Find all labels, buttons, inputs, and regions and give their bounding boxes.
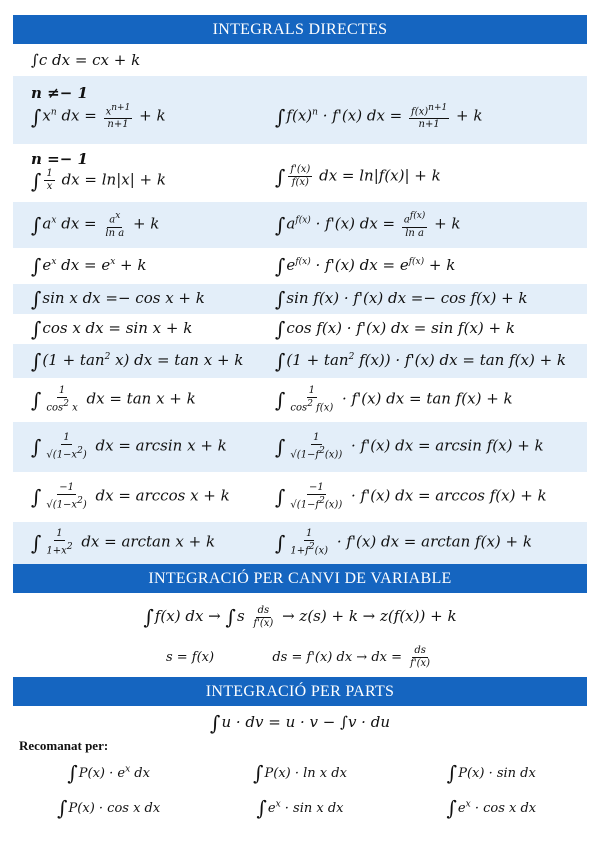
substitution-s: s = f(x) (165, 650, 215, 665)
formula-exp-a-left: $\int a^x$ dx = $\frac{a^x}{\text{ln a}}$ + k (31, 211, 160, 239)
formula-substitution: ∫f(x) dx → ∫s $\frac{ds}{f'(x)}$ → z(s) + k → z(f(x)) + k (143, 604, 457, 629)
formula-sin-left: ∫sin x dx =− cos x + k (31, 287, 205, 311)
formula-tan-cos2-left: ∫ $\frac{1}{\cos^2 x}$ dx = tan x + k (31, 385, 196, 414)
formula-exp-e-left: $\int e^x$ dx = $e^x + k$ (31, 254, 147, 278)
formula-tan-sec-right: $\int(1 + \tan^2 f(x)) \cdot f'(x)$ dx = tan f(x) + k (275, 349, 567, 373)
parts-case-ecos: $\int e^x \cdot \cos x$ dx (446, 796, 537, 820)
formula-power-right: $\int f(x)^n \cdot f'(x)$ dx = $\frac{f(x)^{n+1}}{n+1}$ + k (275, 103, 483, 131)
formula-substitution-defs: s = f(x) ds = f'(x) dx → dx = $\frac{ds}{f'(x)}$ (165, 645, 431, 669)
row-arcsin (13, 422, 587, 472)
row-arctan (13, 522, 587, 564)
parts-row-2 (13, 790, 587, 826)
parts-case-exp: $\int P(x) \cdot e^x$ dx (67, 761, 150, 785)
formula-log-right: ∫ $\frac{f'(x)}{f(x)}$ dx = ln|f(x)| + k (275, 164, 441, 189)
row-exp-e (13, 248, 587, 284)
formula-exp-a-right: $\int a^{f(x)} \cdot f'(x)$ dx = $\frac{a^{f(x)}}{\text{ln a}}$ + k (275, 211, 461, 239)
formula-cos-left: ∫cos x dx = sin x + k (31, 317, 193, 341)
formula-log-left: n =− 1 ∫ $\frac{1}{x}$ dx = ln|x| + k (13, 150, 261, 193)
row-tan-sec (13, 344, 587, 378)
row-tan-cos2 (13, 378, 587, 422)
row-sin (13, 284, 587, 314)
formula-arcsin-left: ∫ $\frac{1}{√(1-x^2)}$ dx = arcsin x + k (31, 432, 227, 461)
formula-arctan-right: ∫ $\frac{1}{1+f^2(x)}$ · f'(x) dx = arctan f(x) + k (275, 528, 532, 557)
formula-constant: ∫c dx = cx + k (31, 51, 141, 69)
formula-tan-sec-left: $\int(1 + \tan^2 x)$ dx = tan x + k (31, 349, 244, 373)
row-power (13, 76, 587, 144)
formula-sin-right: ∫sin f(x) · f'(x) dx =− cos f(x) + k (275, 287, 528, 311)
row-constant (13, 44, 587, 76)
formula-parts: ∫u · dv = u · v − ∫v · du (210, 711, 390, 735)
substitution-ds: ds = f'(x) dx → dx = (272, 650, 402, 665)
formula-arccos-right: ∫ $\frac{-1}{√(1-f^2(x))}$ · f'(x) dx = arccos f(x) + k (275, 482, 547, 511)
formula-arccos-left: ∫ $\frac{-1}{√(1-x^2)}$ dx = arccos x + k (31, 482, 230, 511)
row-log (13, 144, 587, 202)
row-exp-a (13, 202, 587, 248)
row-arccos (13, 472, 587, 522)
formula-exp-e-right: $\int e^{f(x)} \cdot f'(x)$ dx = $e^{f(x)} + k$ (275, 254, 456, 278)
section-header-direct: INTEGRALS DIRECTES (13, 15, 587, 44)
row-cos (13, 314, 587, 344)
condition-n-equals-minus-one: n =− 1 (31, 150, 88, 168)
section-header-variable: INTEGRACIÓ PER CANVI DE VARIABLE (13, 564, 587, 593)
formula-sheet (13, 15, 587, 826)
parts-case-sin: ∫P(x) · sin dx (446, 761, 536, 785)
parts-case-esin: $\int e^x \cdot \sin x$ dx (256, 796, 344, 820)
formula-arcsin-right: ∫ $\frac{1}{√(1-f^2(x))}$ · f'(x) dx = arcsin f(x) + k (275, 432, 544, 461)
condition-n-not-minus-one: n ≠− 1 (31, 84, 88, 102)
formula-cos-right: ∫cos f(x) · f'(x) dx = sin f(x) + k (275, 317, 515, 341)
section-header-parts: INTEGRACIÓ PER PARTS (13, 677, 587, 706)
recommended-label: Recomanat per: (19, 738, 109, 753)
formula-arctan-left: ∫ $\frac{1}{1+x^2}$ dx = arctan x + k (31, 528, 216, 557)
parts-case-ln: ∫P(x) · ln x dx (253, 761, 347, 785)
parts-row-1 (13, 756, 587, 790)
formula-power-left: n ≠− 1 $\int x^n$ dx = $\frac{x^{n+1}}{n+1}$ + k (13, 84, 261, 131)
formula-tan-cos2-right: ∫ $\frac{1}{\cos^2 f(x)}$ · f'(x) dx = tan f(x) + k (275, 385, 513, 414)
parts-case-cos: ∫P(x) · cos x dx (57, 796, 161, 820)
